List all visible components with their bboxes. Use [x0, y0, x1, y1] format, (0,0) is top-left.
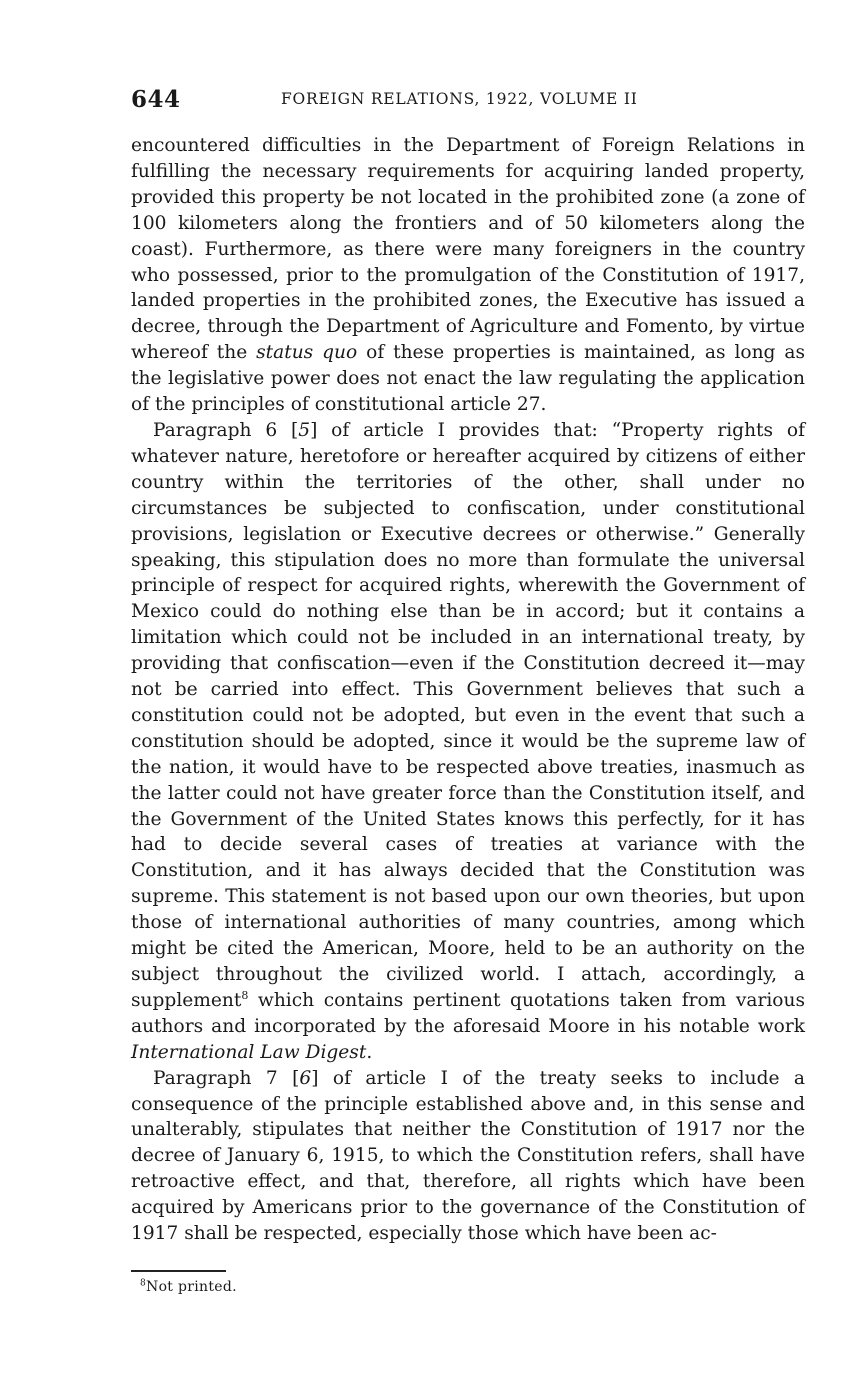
paragraph-1-text-a: encountered difficulties in the Department of Foreign Relations in fulfilling the necessary requirements for acquiring landed property, provided this property be not located in the prohibited zone (a zone of 100 kilometers along the frontiers and of 50 kilometers along the coast). Furthermore, as there were many foreigners in the country who possessed, prior to the promulgation of the Constitution of 1917, landed properties in the prohibited zones, the Executive has issued a decree, through the Department of Agriculture and Fomento, by virtue whereof the: [131, 135, 805, 364]
paragraph-3-number: 6: [299, 1067, 312, 1089]
paragraph-2-text-b: ] of article I provides that: “Property rights of whatever nature, heretofore or hereafter acquired by citizens of either country within the territories of the other, shall under no circumstances be subjected to confiscation, under constitutional provisions, legislation or Executive decrees or otherwise.” Generally speaking, this stipulation does no more than formulate the universal principle of respect for acquired rights, wherewith the Government of Mexico could do nothing else than be in accord; but it contains a limitation which could not be included in an international treaty, by providing that confiscation—even if the Constitution decreed it—may not be carried into effect. This Government believes that such a constitution could not be adopted, but even in the event that such a constitution should be adopted, since it would be the supreme law of the nation, it would have to be respected above treaties, inasmuch as the latter could not have greater force than the Constitution itself, and the Government of the United States knows this perfectly, for it has had to decide several cases of treaties at variance with the Constitution, and it has always decided that the Constitution was supreme. This statement is not based upon our own theories, but upon those of international authorities of many countries, among which might be cited the American, Moore, held to be an authority on the subject throughout the civilized world. I attach, accordingly, a supplement: [131, 419, 805, 1011]
footnote-text: Not printed.: [146, 1279, 237, 1295]
page-number: 644: [131, 86, 181, 113]
footnote-reference: 8: [241, 988, 249, 1002]
paragraph-2-text-a: Paragraph 6 [: [153, 419, 299, 441]
paragraph-2: [131, 418, 805, 1066]
paragraph-2-text-d: .: [366, 1041, 373, 1063]
paragraph-3-text-b: ] of article I of the treaty seeks to include a consequence of the principle established above and, in this sense and unalterably, stipulates that neither the Constitution of 1917 nor the decree of January 6, 1915, to which the Constitution refers, shall have retroactive effect, and that, therefore, all rights which have been acquired by Americans prior to the governance of the Constitution of 1917 shall be respected, especially those which have been ac-: [131, 1067, 805, 1245]
footnote: [140, 1279, 237, 1295]
paragraph-2-text-c: which contains pertinent quotations taken from various authors and incorporated by the aforesaid Moore in his notable work: [131, 989, 805, 1037]
body-text: [131, 133, 805, 1247]
paragraph-2-number: 5: [298, 419, 311, 441]
footnote-rule: [131, 1270, 226, 1272]
paragraph-3-text-a: Paragraph 7 [: [153, 1067, 300, 1089]
running-head: FOREIGN RELATIONS, 1922, VOLUME II: [281, 90, 638, 108]
paragraph-1: [131, 133, 805, 418]
footnote-mark: 8: [140, 1278, 147, 1289]
page-header: [131, 86, 805, 116]
paragraph-1-text-b: of these properties is maintained, as long as the legislative power does not enact the law regulating the application of the principles of constitutional article 27.: [131, 342, 805, 416]
paragraph-1-italic: status quo: [256, 342, 358, 364]
paragraph-2-italic: International Law Digest: [131, 1041, 367, 1063]
paragraph-3: [131, 1066, 805, 1247]
